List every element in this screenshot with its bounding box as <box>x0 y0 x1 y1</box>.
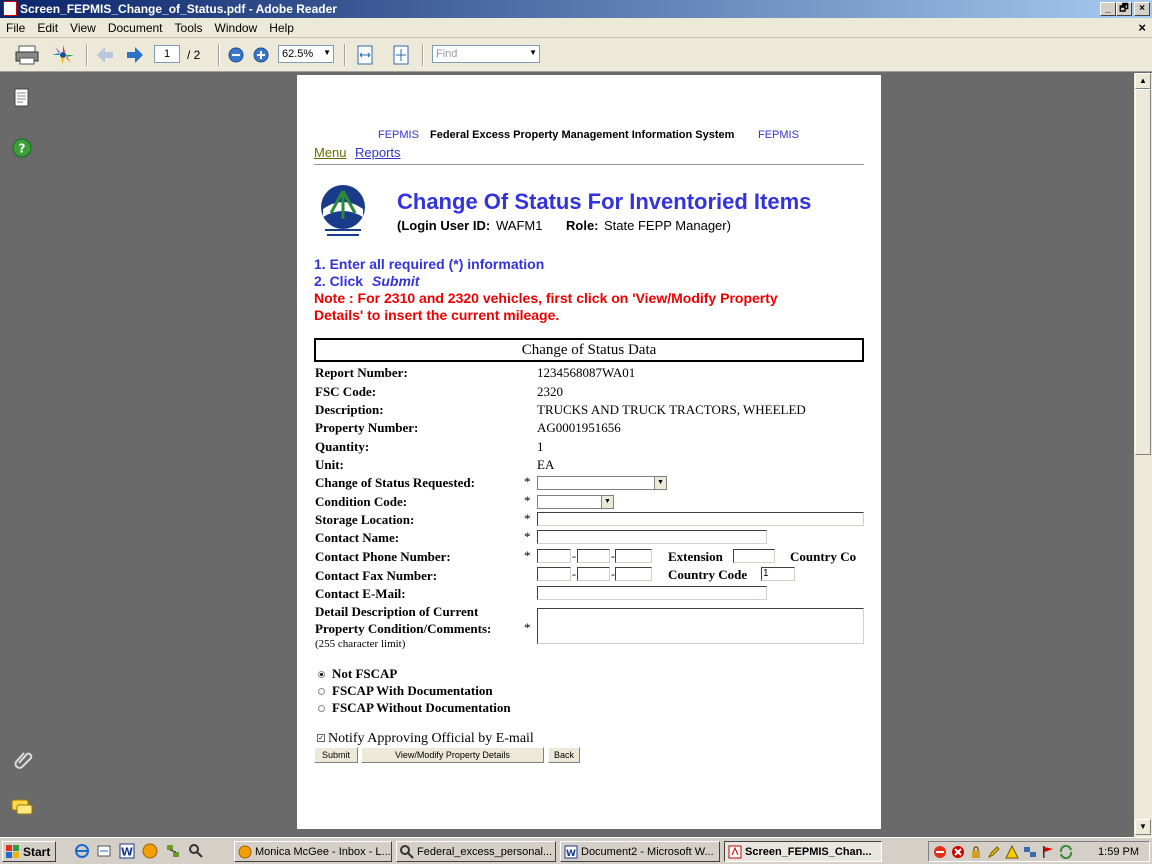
no-entry-icon[interactable] <box>933 845 947 859</box>
fax-area-code-input[interactable] <box>537 567 571 581</box>
page-number-input[interactable] <box>154 45 180 63</box>
phone-country-code-label: Country Co <box>790 549 857 564</box>
help-icon[interactable] <box>12 138 32 158</box>
svg-text:W: W <box>566 849 576 859</box>
menu-document[interactable]: Document <box>107 21 163 35</box>
fax-line-input[interactable] <box>615 567 652 581</box>
svg-text:?: ? <box>18 141 26 156</box>
task-screen-fepmis[interactable] <box>724 841 882 862</box>
condition-code-label: Condition Code: <box>315 494 408 509</box>
notify-checkbox[interactable]: ✓ <box>318 734 324 742</box>
instruction-2-submit: Submit <box>372 273 420 289</box>
close-button[interactable]: × <box>1134 2 1150 16</box>
warning-icon[interactable] <box>1005 845 1019 859</box>
role-value: State FEPP Manager) <box>604 218 731 233</box>
lotus-notes-icon <box>238 845 252 859</box>
fax-dash: - <box>572 567 576 581</box>
fsc-code-label: FSC Code: <box>315 384 377 399</box>
back-button[interactable]: Back <box>548 747 580 763</box>
detail-description-label-1: Detail Description of Current <box>315 604 479 619</box>
radio-fscap-with-doc[interactable] <box>318 688 325 695</box>
contact-fax-label: Contact Fax Number: <box>315 568 438 583</box>
description-value: TRUCKS AND TRUCK TRACTORS, WHEELED <box>537 402 806 417</box>
windows-logo-icon <box>6 845 20 859</box>
detail-description-textarea[interactable] <box>537 608 864 644</box>
required-marker: * <box>524 511 531 526</box>
lotus-notes-icon[interactable] <box>142 843 158 859</box>
task-federal-excess[interactable] <box>396 841 556 862</box>
unit-value: EA <box>537 457 555 472</box>
instruction-2: 2. Click <box>314 273 364 289</box>
description-label: Description: <box>315 402 384 417</box>
contact-phone-label: Contact Phone Number: <box>315 549 451 564</box>
required-marker: * <box>524 493 531 508</box>
extension-label: Extension <box>668 549 723 564</box>
login-label: (Login User ID: <box>397 218 491 233</box>
required-marker: * <box>524 548 531 563</box>
report-number-value: 1234568087WA01 <box>537 365 636 380</box>
submit-button[interactable]: Submit <box>314 747 358 763</box>
contact-email-input[interactable] <box>537 586 767 600</box>
dnr-logo <box>317 183 369 239</box>
contact-name-label: Contact Name: <box>315 530 400 545</box>
required-marker: * <box>524 620 531 635</box>
task-label: Document2 - Microsoft W... <box>581 846 714 858</box>
page-total: / 2 <box>187 48 201 62</box>
phone-prefix-input[interactable] <box>577 549 610 563</box>
login-value: WAFM1 <box>496 218 543 233</box>
title-bar <box>0 0 1152 18</box>
menu-edit[interactable]: Edit <box>37 21 59 35</box>
word-icon[interactable] <box>119 843 135 859</box>
toolbar-separator <box>86 44 88 66</box>
start-button[interactable] <box>2 841 56 862</box>
pdf-app-icon <box>3 1 17 16</box>
search-icon[interactable] <box>188 843 204 859</box>
header-divider <box>314 164 864 165</box>
storage-location-input[interactable] <box>537 512 864 526</box>
radio-fscap-without-doc-label: FSCAP Without Documentation <box>332 700 511 715</box>
attachment-icon[interactable] <box>12 748 34 770</box>
report-number-label: Report Number: <box>315 365 408 380</box>
fax-country-code-label: Country Code <box>668 567 748 582</box>
radio-not-fscap-label: Not FSCAP <box>332 666 398 681</box>
task-label: Federal_excess_personal... <box>417 846 553 858</box>
note-line-2: Details' to insert the current mileage. <box>314 307 560 323</box>
section-header: Change of Status Data <box>314 338 864 362</box>
extension-input[interactable] <box>733 549 775 563</box>
scroll-thumb[interactable] <box>1135 89 1151 455</box>
vertical-scrollbar[interactable] <box>1134 73 1152 837</box>
find-placeholder: Find <box>436 48 458 60</box>
scroll-up-icon[interactable]: ▲ <box>1135 73 1151 89</box>
radio-fscap-with-doc-label: FSCAP With Documentation <box>332 683 493 698</box>
role-label: Role: <box>566 218 599 233</box>
start-label: Start <box>23 845 51 859</box>
maximize-button[interactable]: 🗗 <box>1116 2 1132 16</box>
network-icon[interactable] <box>1023 845 1037 859</box>
header-system-name: Federal Excess Property Management Information System <box>430 129 735 141</box>
outlook-icon[interactable] <box>96 843 112 859</box>
internet-explorer-icon[interactable] <box>74 843 90 859</box>
notify-label: Notify Approving Official by E-mail <box>328 731 534 746</box>
chevron-down-icon: ▼ <box>323 48 331 57</box>
find-field[interactable] <box>432 45 540 63</box>
pdf-icon <box>728 845 742 859</box>
zoom-in-icon[interactable] <box>253 47 269 63</box>
pen-icon[interactable] <box>987 845 1001 859</box>
storage-location-label: Storage Location: <box>315 512 415 527</box>
menu-window[interactable]: Window <box>214 21 258 35</box>
condition-code-select[interactable] <box>537 495 614 509</box>
radio-fscap-without-doc[interactable] <box>318 705 325 712</box>
unit-label: Unit: <box>315 457 344 472</box>
fit-page-icon[interactable] <box>390 44 412 66</box>
scroll-down-icon[interactable]: ▼ <box>1135 819 1151 835</box>
menu-tools[interactable]: Tools <box>174 21 203 35</box>
comments-icon[interactable] <box>10 798 34 818</box>
quantity-label: Quantity: <box>315 439 370 454</box>
menu-view[interactable]: View <box>70 21 96 35</box>
chevron-down-icon[interactable]: ▼ <box>529 48 537 57</box>
svg-text:W: W <box>120 845 134 859</box>
phone-area-code-input[interactable] <box>537 549 571 563</box>
chevron-down-icon: ▼ <box>654 477 666 489</box>
status-requested-label: Change of Status Requested: <box>315 475 475 490</box>
detail-description-label-2: Property Condition/Comments: <box>315 621 492 636</box>
toolbar-separator <box>218 44 220 66</box>
task-label: Monica McGee - Inbox - L... <box>255 846 391 858</box>
antivirus-icon[interactable] <box>951 845 965 859</box>
nav-reports-link[interactable]: Reports <box>355 145 401 160</box>
menu-help[interactable]: Help <box>269 21 294 35</box>
toolbar-separator <box>344 44 346 66</box>
property-number-label: Property Number: <box>315 420 419 435</box>
zoom-select[interactable] <box>278 45 334 63</box>
phone-dash: - <box>572 549 576 563</box>
phone-dash: - <box>611 549 615 563</box>
page-title: Change Of Status For Inventoried Items <box>397 189 812 214</box>
collaborate-icon[interactable] <box>50 44 76 66</box>
previous-page-icon[interactable] <box>94 44 116 66</box>
lock-icon[interactable] <box>969 845 983 859</box>
radio-not-fscap[interactable] <box>318 671 325 678</box>
fax-country-code-input[interactable]: 1 <box>761 567 795 581</box>
menu-bar <box>0 18 1152 38</box>
window-title: Screen_FEPMIS_Change_of_Status.pdf - Adobe Reader <box>20 2 337 16</box>
pages-icon[interactable] <box>12 87 32 109</box>
network-icon[interactable] <box>165 843 181 859</box>
contact-email-label: Contact E-Mail: <box>315 586 406 601</box>
fit-width-icon[interactable] <box>354 44 376 66</box>
fax-dash: - <box>611 567 615 581</box>
required-marker: * <box>524 474 531 489</box>
zoom-value: 62.5% <box>282 48 314 60</box>
zoom-out-icon[interactable] <box>228 47 244 63</box>
document-area <box>44 73 1134 837</box>
minimize-button[interactable]: _ <box>1100 2 1116 16</box>
navigation-panel <box>0 73 44 837</box>
menu-file[interactable]: File <box>6 21 26 35</box>
header-fepmis-right: FEPMIS <box>758 129 799 141</box>
task-document2[interactable] <box>560 841 720 862</box>
phone-line-input[interactable] <box>615 549 652 563</box>
required-marker: * <box>524 529 531 544</box>
print-icon[interactable] <box>14 44 40 66</box>
task-monica-mcgee[interactable] <box>234 841 392 862</box>
quantity-value: 1 <box>537 439 544 454</box>
system-tray <box>928 841 1150 862</box>
toolbar-separator <box>422 44 424 66</box>
character-limit-note: (255 character limit) <box>315 638 406 650</box>
fax-prefix-input[interactable] <box>577 567 610 581</box>
task-label: Screen_FEPMIS_Chan... <box>745 846 872 858</box>
fsc-code-value: 2320 <box>537 384 563 399</box>
flag-icon[interactable] <box>1041 845 1055 859</box>
document-close-button[interactable]: × <box>1138 20 1146 35</box>
next-page-icon[interactable] <box>124 44 146 66</box>
header-fepmis-left: FEPMIS <box>378 129 419 141</box>
taskbar <box>0 837 1152 864</box>
contact-name-input[interactable] <box>537 530 767 544</box>
note-line-1: Note : For 2310 and 2320 vehicles, first click on 'View/Modify Property <box>314 290 778 306</box>
search-icon <box>400 845 414 859</box>
status-requested-select[interactable] <box>537 476 667 490</box>
toolbar <box>0 38 1152 72</box>
word-icon <box>564 845 578 859</box>
view-modify-details-button[interactable]: View/Modify Property Details <box>361 747 544 763</box>
clock[interactable]: 1:59 PM <box>1098 846 1139 858</box>
chevron-down-icon: ▼ <box>601 496 613 508</box>
instruction-1: 1. Enter all required (*) information <box>314 256 545 272</box>
nav-menu-link[interactable]: Menu <box>314 145 347 160</box>
sync-icon[interactable] <box>1059 845 1073 859</box>
pdf-page <box>297 75 881 829</box>
property-number-value: AG0001951656 <box>537 420 621 435</box>
